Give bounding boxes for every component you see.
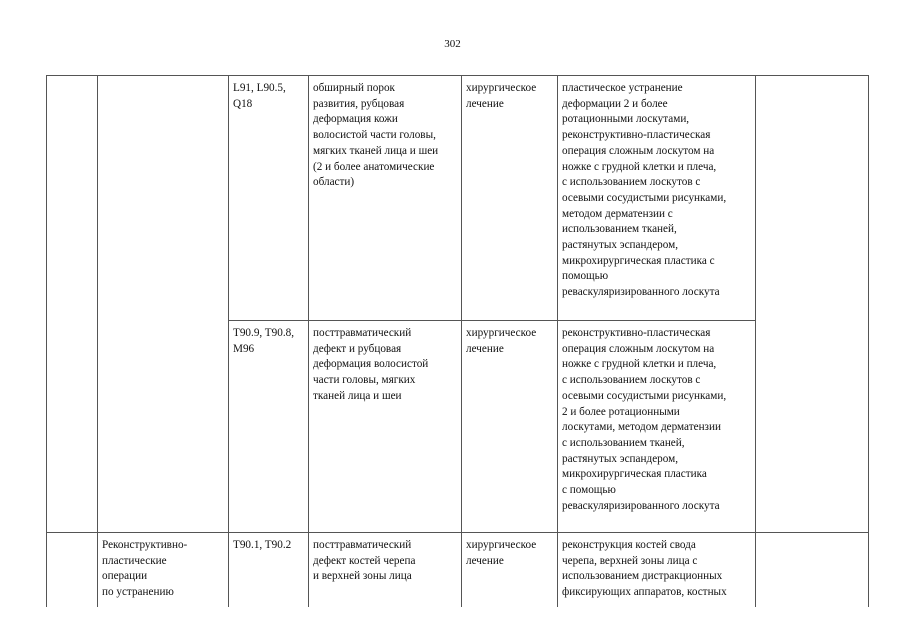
treatment-method-cell: пластическое устранение деформации 2 и более ротационными лоскутами, реконструктивно-пластическая операция сложным лоскутом на ножке с грудной клетки и плеча, с использованием лоскутов с осевыми сосудистыми рисунками, методом дерматензии с использованием тканей, растянутых эспандером, микрохирургическая пластика с помощью реваскуляризированного лоскута (558, 76, 756, 321)
icd-code-cell: T90.9, T90.8, M96 (229, 321, 309, 533)
treatment-kind-cell: хирургическое лечение (462, 321, 558, 533)
diagnosis-cell: посттравматический дефект и рубцовая деформация волосистой части головы, мягких тканей лица и шеи (309, 321, 462, 533)
page-number: 302 (444, 38, 461, 50)
row-number-cell (47, 76, 98, 533)
treatment-kind-cell: хирургическое лечение (462, 76, 558, 321)
table-row (47, 76, 869, 321)
icd-code-cell: T90.1, T90.2 (229, 533, 309, 607)
row-number-cell (47, 533, 98, 607)
treatment-type-cell (98, 76, 229, 533)
table-row (47, 533, 869, 607)
icd-code-cell: L91, L90.5, Q18 (229, 76, 309, 321)
standard-cost-cell (756, 76, 869, 533)
treatment-kind-cell: хирургическое лечение (462, 533, 558, 607)
diagnosis-cell: обширный порок развития, рубцовая деформация кожи волосистой части головы, мягких тканей лица и шеи (2 и более анатомические области) (309, 76, 462, 321)
treatment-method-cell: реконструкция костей свода черепа, верхней зоны лица с использованием дистракционных фиксирующих аппаратов, костных (558, 533, 756, 607)
medical-care-table (46, 75, 869, 607)
standard-cost-cell (756, 533, 869, 607)
diagnosis-cell: посттравматический дефект костей черепа и верхней зоны лица (309, 533, 462, 607)
treatment-method-cell: реконструктивно-пластическая операция сложным лоскутом на ножке с грудной клетки и плеча, с использованием лоскутов с осевыми сосудистыми рисунками, 2 и более ротационными лоскутами, методом дерматензии с использованием тканей, растянутых эспандером, микрохирургическая пластика с помощью реваскуляризированного лоскута (558, 321, 756, 533)
treatment-type-cell: Реконструктивно- пластические операции по устранению (98, 533, 229, 607)
